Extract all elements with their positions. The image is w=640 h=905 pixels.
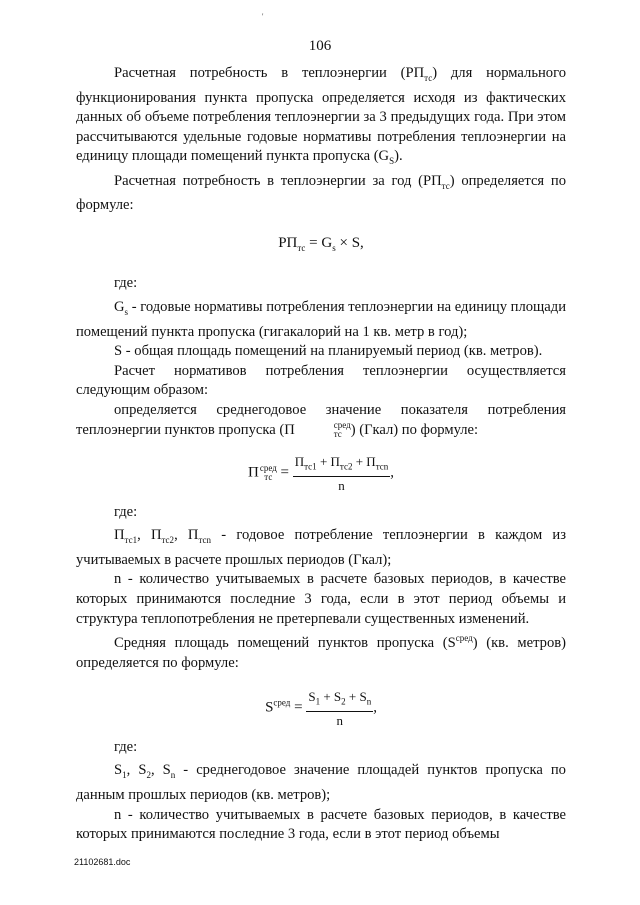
where-label-1: где: — [114, 275, 138, 292]
fraction-denominator: n — [336, 712, 343, 728]
paragraph-intro: Расчетная потребность в теплоэнергии $(РП_{тс})$ для нормального функционирования пункта пропуска определяется исходя из фактических данных об объеме потребления теплоэнергии за 3 предыдущих года. При этом рассчитываются удельные годовые нормативы потребления теплоэнергии на единицу площади помещений пункта пропуска $(G_S)$. — [76, 65, 566, 167]
document-body — [76, 64, 566, 845]
paragraph-n-definition-1: n - количество учитываемых в расчете базовых периодов, в качестве которых принимаются последние 3 года, если в этот период объемы и структура теплопотребления не претерпевали существенных изменений. — [76, 571, 566, 627]
fraction-numerator: $П_{тс1} + П_{тс2} + П_{тсn}$ — [293, 454, 391, 477]
where-label-2: где: — [114, 503, 138, 520]
scan-mark: ' — [262, 12, 264, 21]
paragraph-calculation-method: Расчет нормативов потребления теплоэнергии осуществляется следующим образом: — [76, 362, 566, 399]
paragraph-gs-definition: $G_s$ - годовые нормативы потребления теплоэнергии на единицу площади помещений пункта пропуска (гигакалорий на 1 кв. метр в год); — [76, 299, 566, 340]
paragraph-average-area: Средняя площадь помещений пунктов пропуска $(S^{сред})$ (кв. метров) определяется по формуле: — [76, 633, 566, 671]
fraction-area — [306, 689, 373, 728]
formula2-lhs-indices: сред тс — [259, 463, 277, 483]
fraction-denominator: n — [338, 477, 345, 493]
paragraph-s-definition: S - общая площадь помещений на планируемый период (кв. метров). — [114, 343, 543, 360]
fraction-numerator: $S_1 + S_2 + S_n$ — [306, 689, 373, 712]
formula-annual-need: $РП_{тс} = G_s \times S$, — [278, 234, 364, 253]
formula-average-area: $S^{сред}$ = $\frac{S_1 + S_2 + S_n}{n}$ , — [265, 689, 377, 728]
sup-sub-stack: сред тс — [333, 420, 351, 440]
footer-filename: 21102681.doc — [74, 857, 131, 867]
page-number: 106 — [308, 38, 332, 54]
paragraph-area-definition: $S_1$, $S_2$, $S_n$ - среднегодовое значение площадей пунктов пропуска по данным прошлых периодов (кв. метров); — [76, 762, 566, 803]
formula-average-consumption: П сред тс = $\frac{П_{тс1} + П_{тс2} + П_{тсn}}{n}$ , — [247, 454, 394, 493]
where-label-3: где: — [114, 738, 138, 755]
paragraph-average-consumption: определяется среднегодовое значение показателя потребления теплоэнергии пунктов пропуска (П сред тс ) (Гкал) по формуле: — [76, 401, 566, 440]
paragraph-annual-need: Расчетная потребность в теплоэнергии за год $(РП_{тс})$ определяется по формуле: — [76, 172, 567, 214]
paragraph-n-definition-2: n - количество учитываемых в расчете базовых периодов, в качестве которых принимаются последние 3 года, если в этот период объемы — [76, 806, 566, 843]
paragraph-consumption-definition: $П_{тс1}$, $П_{тс2}$, $П_{тсn}$ - годовое потребление теплоэнергии в каждом из учитываемых в расчете прошлых периодов (Гкал); — [76, 527, 567, 568]
fraction-consumption — [293, 454, 391, 493]
